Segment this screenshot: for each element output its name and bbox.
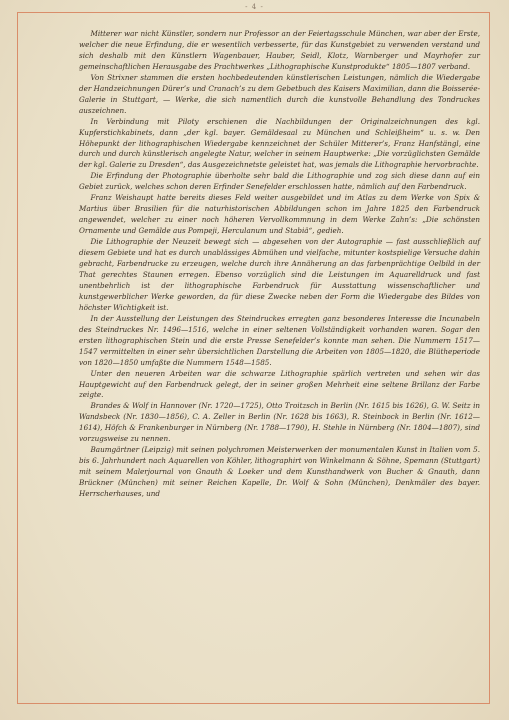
paragraph-neuere-arbeiten: Unter den neueren Arbeiten war die schwarze Lithographie spärlich vertreten und sehen wir das Hauptgewicht auf den Farbendruck gelegt, der in seiner großen Mehrheit eine seltene Brillanz der Farbe zeigte.: [79, 368, 480, 400]
paragraph-neuzeit: Die Lithographie der Neuzeit bewegt sich — abgesehen von der Autographie — fast ausschließlich auf diesem Gebiete und hat es durch unablässiges Abmühen und vielfache, mitunter kostspielige Versuche dahin gebracht, Farbendrucke zu erzeugen, welche durch ihre Annäherung an das farbenprächtige Oelbild in der That gerechtes Staunen erregen. Ebenso vorzüglich sind die Leistungen im Aquarelldruck und fast unentbehrlich ist der lithographische Farbendruck für Ausstattung wissenschaftlicher und kunstgewerblicher Werke geworden, da für diese Zwecke neben der Form die Wiedergabe des Bildes von höchster Wichtigkeit ist.: [79, 237, 480, 312]
body-text: [79, 29, 480, 500]
paragraph-weishaupt: Franz Weishaupt hatte bereits dieses Feld weiter ausgebildet und im Atlas zu dem Werke von Spix & Martius über Brasilien für die naturhistorischen Abbildungen schon im Jahre 1825 den Farbendruck angewendet, welcher zu einer noch höheren Vervollkommnung in dem Werke Zahn’s: „Die schönsten Ornamente und Gemälde aus Pompeji, Herculanum und Stabiä“, gedieh.: [79, 193, 480, 236]
paragraph-photographie: Die Erfindung der Photographie überholte sehr bald die Lithographie und zog sich diese dann auf ein Gebiet zurück, welches schon deren Erfinder Senefelder erschlossen hatte, nämlich auf den Farbendruck.: [79, 171, 480, 192]
paragraph-mitterer: Mitterer war nicht Künstler, sondern nur Professor an der Feiertagsschule München, war aber der Erste, welcher die neue Erfindung, die er wesentlich verbesserte, für das Kunstgebiet zu verwenden verstand und sich deshalb mit den Künstlern Wagenbauer, Hauber, Seidl, Klotz, Warnberger und Mayrhofer zur gemeinschaftlichen Herausgabe des Prachtwerkes „Lithographische Kunstprodukte“ 1805—1807 verband.: [79, 29, 480, 71]
page-number: - 4 -: [245, 3, 264, 11]
paragraph-strixner: Von Strixner stammen die ersten hochbedeutenden künstlerischen Leistungen, nämlich die Wiedergabe der Handzeichnungen Dürer’s und Cranach’s zu dem Gebetbuch des Kaisers Maximilian, dann die Boisserée-Galerie in Stuttgart, — Werke, die sich namentlich durch die kunstvolle Behandlung des Tondruckes auszeichnen.: [79, 72, 480, 115]
paragraph-baumgaertner: Baumgärtner (Leipzig) mit seinen polychromen Meisterwerken der monumentalen Kunst in Italien vom 5. bis 6. Jahrhundert nach Aquarellen von Köhler, lithographirt von Winkelmann & Söhne, Spemann (Stuttgart) mit seinem Malerjournal von Gnauth & Loeker und dem Kunsthandwerk von Bucher & Gnauth, dann Brückner (München) mit seiner Reichen Kapelle, Dr. Wolf & Sohn (München), Denkmäler des bayer. Herrscherhauses, und: [79, 445, 480, 499]
paragraph-aussteller-liste: Brandes & Wolf in Hannover (Nr. 1720—1725), Otto Troitzsch in Berlin (Nr. 1615 bis 1626), G. W. Seitz in Wandsbeck (Nr. 1830—1856), C. A. Zeller in Berlin (Nr. 1628 bis 1663), R. Steinbock in Berlin (Nr. 1612—1614), Höfch & Frankenburger in Nürnberg (Nr. 1788—1790), H. Stehle in Nürnberg (Nr. 1804—1807), sind vorzugsweise zu nennen.: [79, 401, 480, 444]
paragraph-piloty: In Verbindung mit Piloty erschienen die Nachbildungen der Originalzeichnungen des kgl. Kupferstichkabinets, dann „der kgl. bayer. Gemäldesaal zu München und Schleißheim“ u. s. w. Den Höhepunkt der lithographischen Wiedergabe kennzeichnet der Schüler Mitterer’s, Franz Hanfstängl, eine durch und durch künstlerisch angelegte Natur, welcher in seinem Hauptwerke: „Die vorzüglichsten Gemälde der kgl. Galerie zu Dresden“, das Ausgezeichnetste geleistet hat, was jemals die Lithographie hervorbrachte.: [79, 116, 480, 170]
paragraph-ausstellung: In der Ausstellung der Leistungen des Steindruckes erregten ganz besonderes Interesse die Incunabeln des Steindruckes Nr. 1496—1516, welche in einer seltenen Vollständigkeit vorhanden waren. Sogar den ersten lithographischen Stein und die erste Presse Senefelder’s konnte man sehen. Die Nummern 1517—1547 vermittelten in einer sehr übersichtlichen Darstellung die Arbeiten von 1805—1820, die Blütheperiode von 1820—1850 umfaßte die Nummern 1548—1585.: [79, 313, 480, 367]
